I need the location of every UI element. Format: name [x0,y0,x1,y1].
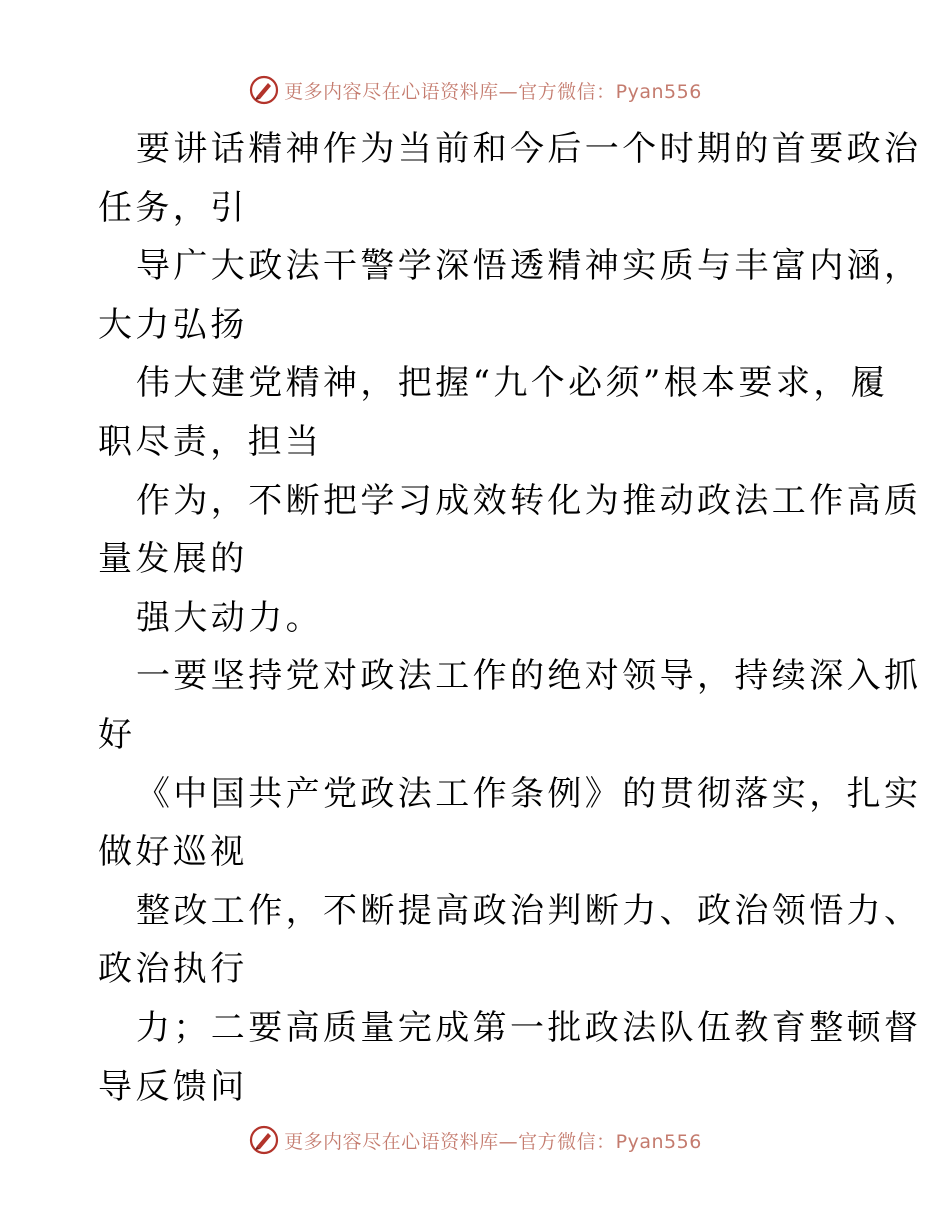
body-line: 做好巡视 [98,832,248,873]
body-line: 职尽责，担当 [98,421,323,462]
body-line: 作为，不断把学习成效转化为推动政法工作高质 [136,480,922,521]
body-line: 任务，引 [98,187,248,228]
logo-icon [248,1124,280,1156]
header-banner [0,70,950,110]
body-line: 《中国共产党政法工作条例》的贯彻落实，扎实 [136,773,922,814]
body-line: 好 [98,714,136,755]
body-line: 一要坚持党对政法工作的绝对领导，持续深入抓 [136,656,922,697]
banner-text: 更多内容尽在心语资料库—官方微信：Pyan556 [284,80,702,103]
body-line: 导反馈问 [98,1066,248,1107]
body-line: 强大动力。 [136,597,323,638]
body-line: 整改工作，不断提高政治判断力、政治领悟力、 [136,890,922,931]
banner-text: 更多内容尽在心语资料库—官方微信：Pyan556 [284,1130,702,1153]
logo-icon [248,74,280,106]
body-line: 大力弘扬 [98,304,248,345]
body-line: 政治执行 [98,949,248,990]
body-line: 力；二要高质量完成第一批政法队伍教育整顿督 [136,1007,922,1048]
body-line: 伟大建党精神，把握“九个必须”根本要求，履 [136,363,889,404]
body-line: 要讲话精神作为当前和今后一个时期的首要政治 [136,129,922,169]
footer-banner [0,1120,950,1160]
body-line: 导广大政法干警学深悟透精神实质与丰富内涵， [136,246,922,287]
document-body [98,120,922,1116]
body-line: 量发展的 [98,539,248,580]
